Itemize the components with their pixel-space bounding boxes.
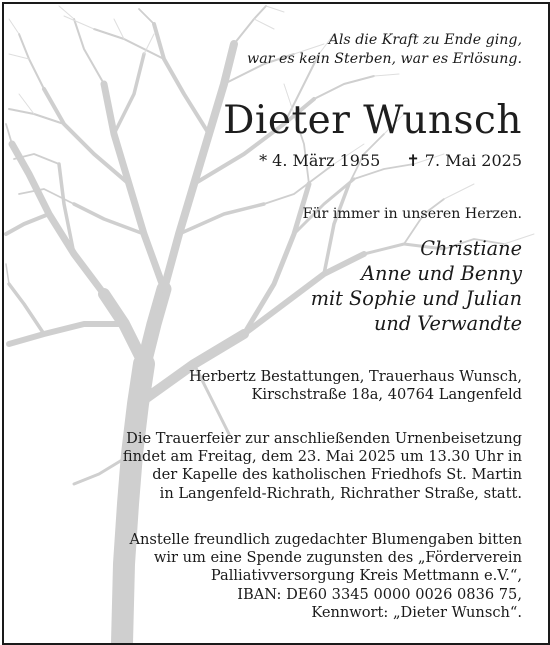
ceremony-line: der Kapelle des katholischen Friedhofs St. Martin [152,466,522,484]
donation-line: wir um eine Spende zugunsten des „Förderverein [153,549,522,567]
deceased-name: Dieter Wunsch [223,98,522,143]
ceremony-line: Die Trauerfeier zur anschließenden Urnenbeisetzung [126,430,522,447]
donation-request [129,531,522,622]
family-names [311,236,522,336]
ceremony-line: in Langenfeld-Richrath, Richrather Straße, statt. [159,484,522,502]
family-line: Christiane [420,237,522,260]
donation-line: Kennwort: „Dieter Wunsch“. [311,603,522,621]
death-date: ✝ 7. Mai 2025 [406,151,522,170]
family-line: mit Sophie und Julian [310,287,522,310]
family-line: und Verwandte [373,312,522,335]
undertaker-address [189,368,522,404]
address-line: Kirschstraße 18a, 40764 Langenfeld [251,386,522,404]
motto [247,31,522,69]
remembrance-line: Für immer in unseren Herzen. [302,206,522,222]
life-dates [259,151,522,171]
donation-line: Anstelle freundlich zugedachter Blumengaben bitten [129,531,522,548]
birth-date: * 4. März 1955 [259,151,381,170]
family-line: Anne und Benny [361,262,522,285]
ceremony-info [123,430,522,503]
ceremony-line: findet am Freitag, dem 23. Mai 2025 um 13.30 Uhr in [122,448,522,466]
notice-content [4,4,548,643]
donation-line: IBAN: DE60 3345 0000 0026 0836 75, [237,585,522,603]
motto-line: Als die Kraft zu Ende ging, [328,32,522,48]
donation-line: Palliativversorgung Kreis Mettmann e.V.“, [210,567,522,585]
motto-line: war es kein Sterben, war es Erlösung. [247,51,522,67]
address-line: Herbertz Bestattungen, Trauerhaus Wunsch, [188,368,522,385]
obituary-notice [2,2,550,645]
